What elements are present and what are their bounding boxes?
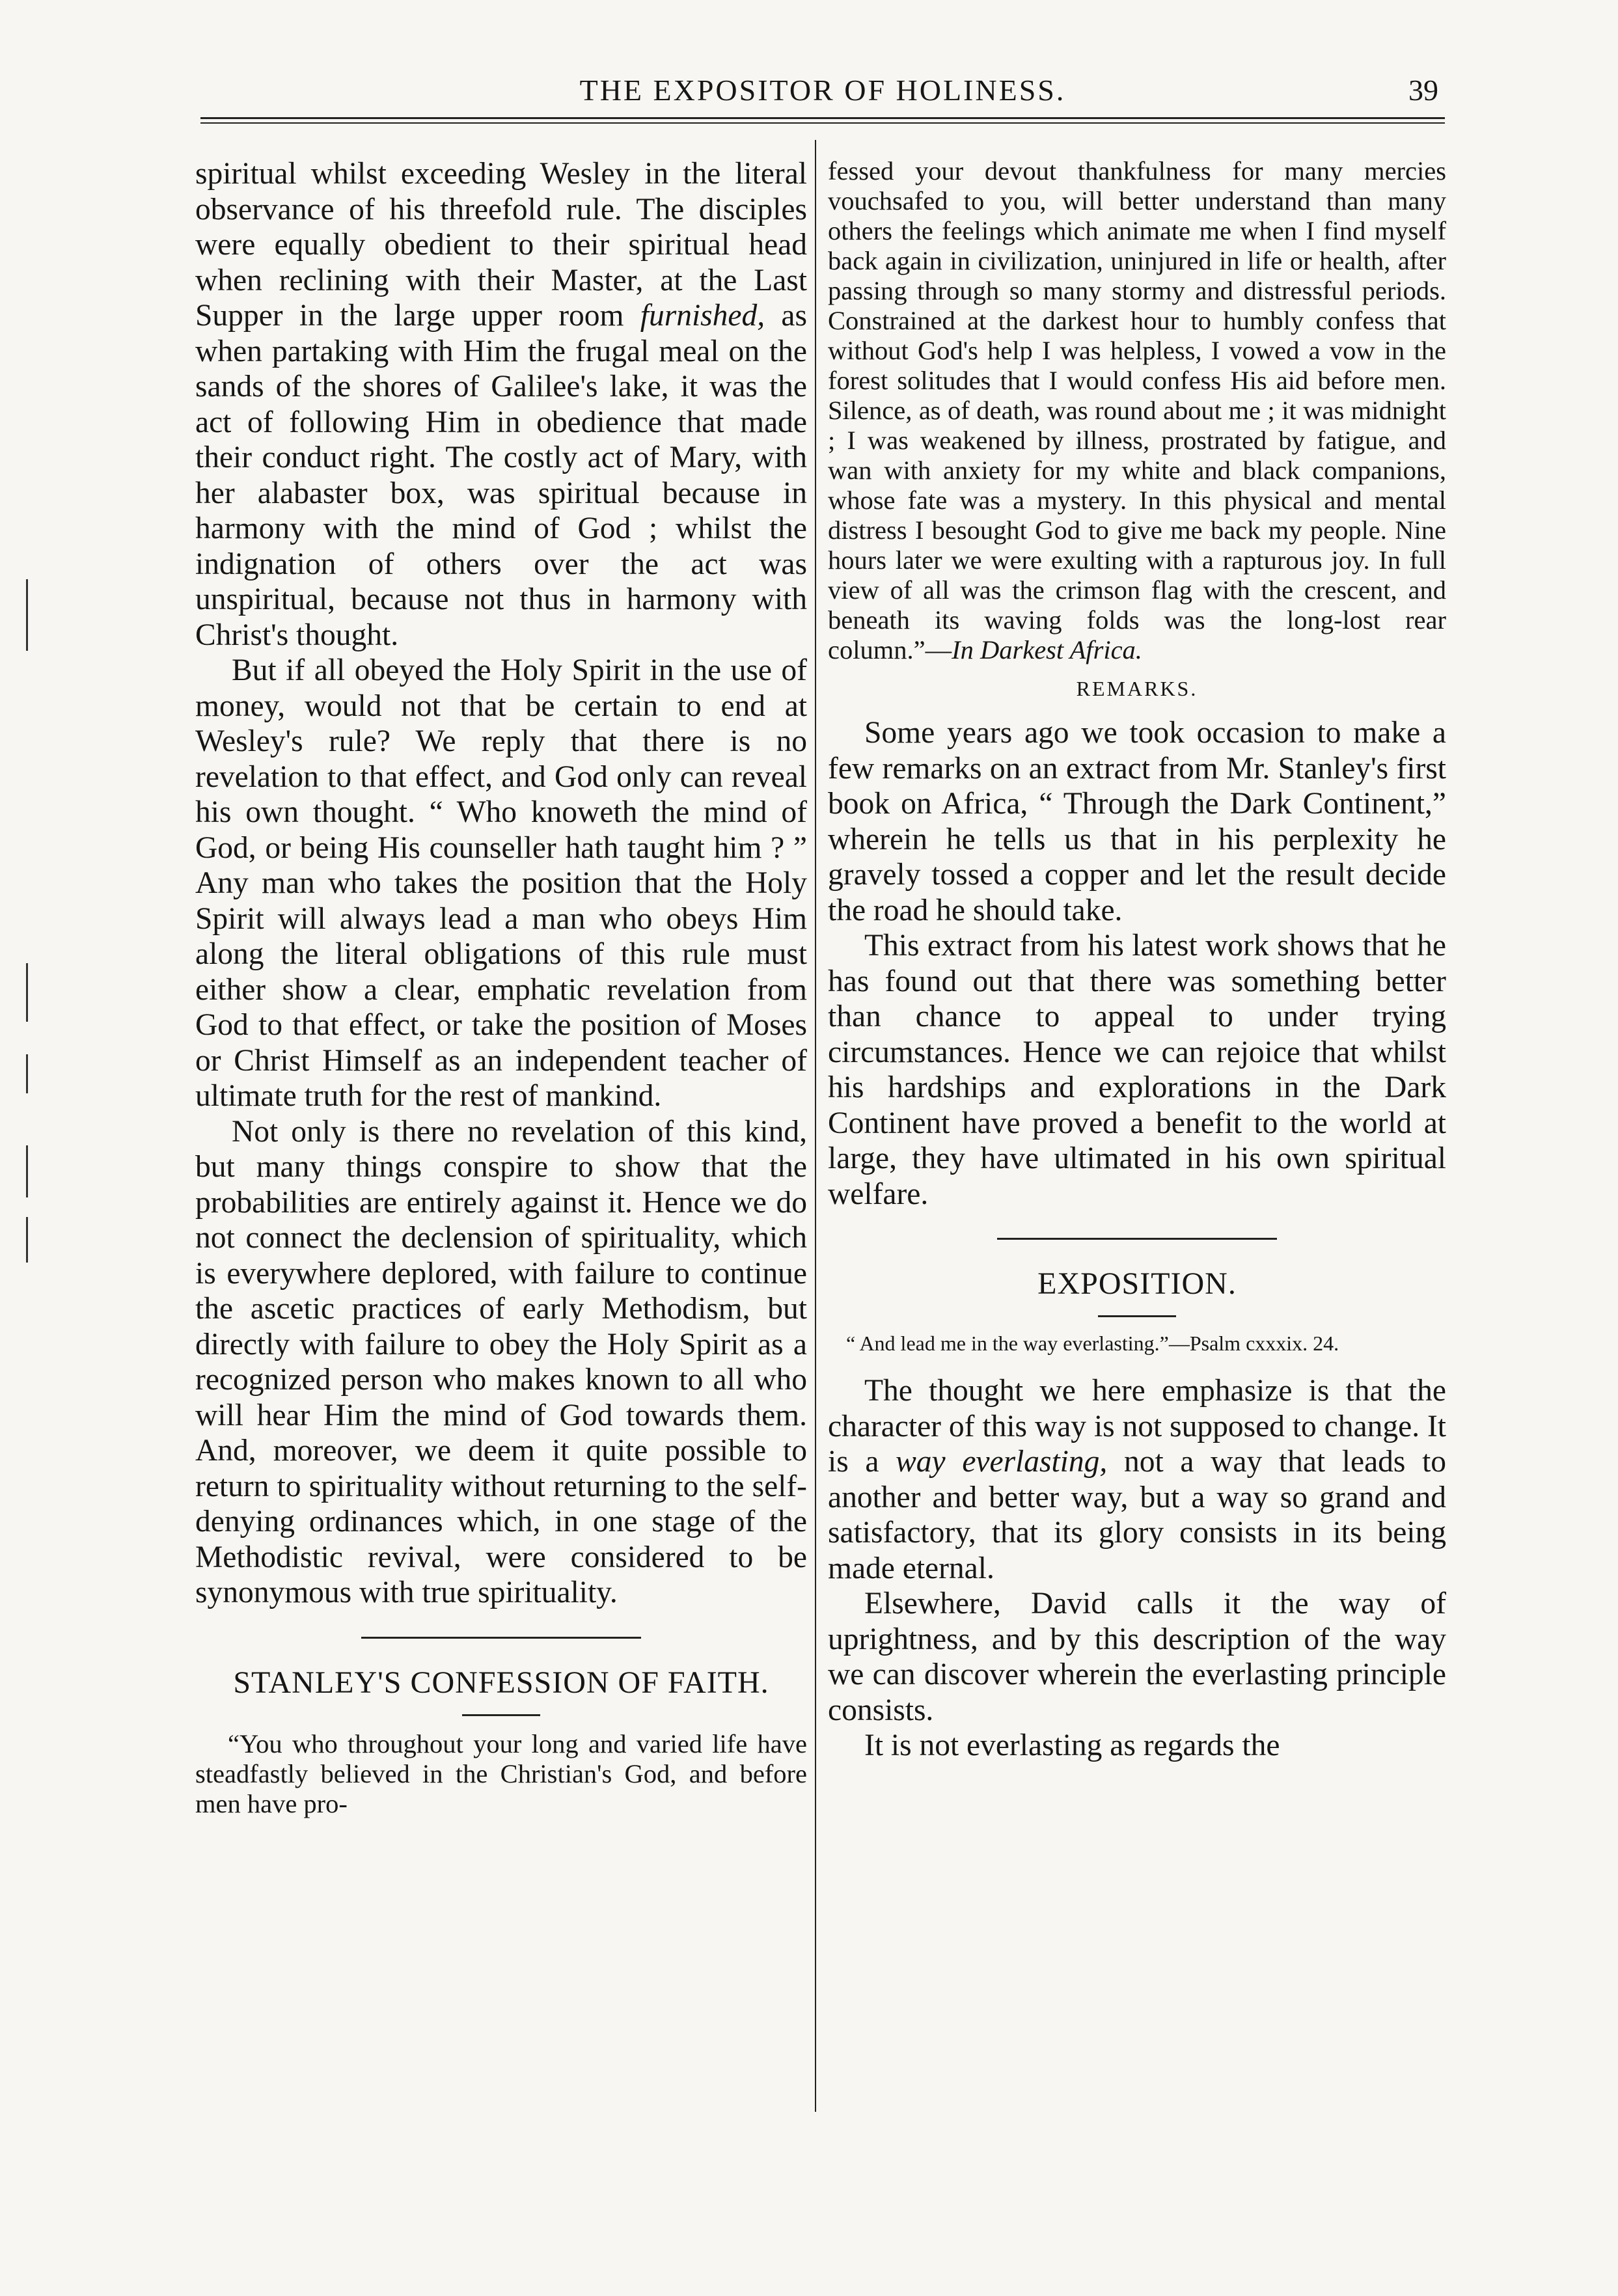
running-title: THE EXPOSITOR OF HOLINESS. bbox=[579, 74, 1066, 107]
italic-phrase: way everlasting, bbox=[896, 1445, 1108, 1479]
paragraph-text: as when partaking with Him the frugal meal on the sands of the shores of Galilee's lake, it was the act of following Him in obedience that made their conduct right. The costly act of Mary, with her alabaster box, was spiritual because in harmony with the mind of God ; whilst the indignation of others over the act was unspiritual, because not thus in harmony with Christ's thought. bbox=[195, 299, 807, 652]
header-rule bbox=[200, 117, 1445, 119]
paragraph-text: spiritual whilst exceeding Wesley in the literal observance of his threefold rule. The disciples were equally obedient to their spiritual head when reclining with their Master, at the Last Supper in the large upper room bbox=[195, 157, 807, 333]
left-column bbox=[195, 156, 807, 1819]
margin-mark bbox=[26, 963, 28, 1022]
title-rule bbox=[1098, 1315, 1176, 1317]
paragraph-text: not a way that leads to another and better way, but a way so grand and satisfactory, that its glory consists in its being made eternal. bbox=[828, 1445, 1447, 1585]
column-divider bbox=[815, 140, 816, 2112]
quote-paragraph bbox=[828, 156, 1446, 665]
paragraph: Elsewhere, David calls it the way of uprightness, and by this description of the way we can discover wherein the everlasting principle consists. bbox=[828, 1587, 1446, 1727]
quote-text: fessed your devout thankfulness for many mercies vouchsafed to you, will better understand than many others the feelings which animate me when I find myself back again in civilization, uninjured in life or health, after passing through so many stormy and distressful periods. Constrained at the darkest hour to humbly confess that without God's help I was helpless, I vowed a vow in the forest solitudes that I would confess His aid before men. Silence, as of death, was round about me ; it was midnight ; I was weakened by illness, prostrated by fatigue, and wan with anxiety for my white and black companions, whose fate was a mystery. In this physical and mental distress I besought God to give me back my people. Nine hours later we were exulting with a rapturous joy. In full view of all was the crimson flag with the crescent, and beneath its waving folds was the long-lost rear column.”— bbox=[828, 156, 1446, 664]
scripture-motto: “ And lead me in the way everlasting.”—Psalm cxxxix. 24. bbox=[846, 1332, 1339, 1355]
section-rule bbox=[361, 1637, 641, 1639]
right-column bbox=[828, 156, 1446, 1764]
margin-mark bbox=[26, 1054, 28, 1093]
exposition-heading: EXPOSITION. bbox=[1037, 1266, 1237, 1301]
paragraph-text: The thought we here emphasize is that the character of this way is not supposed to change. It is a bbox=[828, 1374, 1446, 1479]
italic-word: furnished, bbox=[640, 299, 765, 333]
paragraph: This extract from his latest work shows that he has found out that there was something better than chance to appeal to under trying circumstances. Hence we can rejoice that whilst his hardships and explorations in the Dark Continent have proved a benefit to the world at large, they have ultimated in his own spiritual welfare. bbox=[828, 929, 1446, 1211]
section-rule bbox=[997, 1238, 1277, 1240]
margin-mark bbox=[26, 579, 28, 651]
section-title: STANLEY'S CONFESSION OF FAITH. bbox=[233, 1665, 769, 1700]
margin-mark bbox=[26, 1217, 28, 1263]
paragraph bbox=[195, 156, 807, 653]
paragraph: Not only is there no revelation of this kind, but many things conspire to show that the probabilities are entirely against it. Hence we do not connect the declension of spirituality, which is everywhere deplored, with failure to continue the ascetic practices of early Methodism, but directly with failure to obey the Holy Spirit as a recognized person who makes known to all who will hear Him the mind of God towards them. And, moreover, we deem it quite possible to return to spirituality without returning to the self-denying ordinances which, in one stage of the Methodistic revival, were considered to be synonymous with true spirituality. bbox=[195, 1114, 807, 1609]
paragraph: Some years ago we took occasion to make a few remarks on an extract from Mr. Stanley's first book on Africa, “ Through the Dark Continent,” wherein he tells us that in his perplexity he gravely tossed a copper and let the result decide the road he should take. bbox=[828, 716, 1446, 927]
page-header bbox=[200, 70, 1445, 116]
paragraph: But if all obeyed the Holy Spirit in the use of money, would not that be certain to end at Wesley's rule? We reply that there is no revelation to that effect, and God only can reveal his own thought. “ Who knoweth the mind of God, or being His counseller hath taught him ? ” Any man who takes the position that the Holy Spirit will always lead a man who obeys Him along the literal obligations of this rule must either show a clear, emphatic revelation from God to that effect, or take the position of Moses or Christ Himself as an independent teacher of ultimate truth for the rest of mankind. bbox=[195, 653, 807, 1113]
page-number: 39 bbox=[1408, 74, 1438, 107]
quote-paragraph: “You who throughout your long and varied life have steadfastly believed in the Christian's God, and before men have pro- bbox=[195, 1729, 807, 1818]
title-rule bbox=[462, 1714, 540, 1716]
quote-source: In Darkest Africa. bbox=[952, 635, 1142, 664]
paragraph: It is not everlasting as regards the bbox=[864, 1729, 1280, 1762]
paragraph bbox=[828, 1373, 1446, 1586]
remarks-heading: REMARKS. bbox=[1076, 677, 1198, 700]
header-rule-thin bbox=[200, 122, 1445, 124]
margin-mark bbox=[26, 1145, 28, 1197]
